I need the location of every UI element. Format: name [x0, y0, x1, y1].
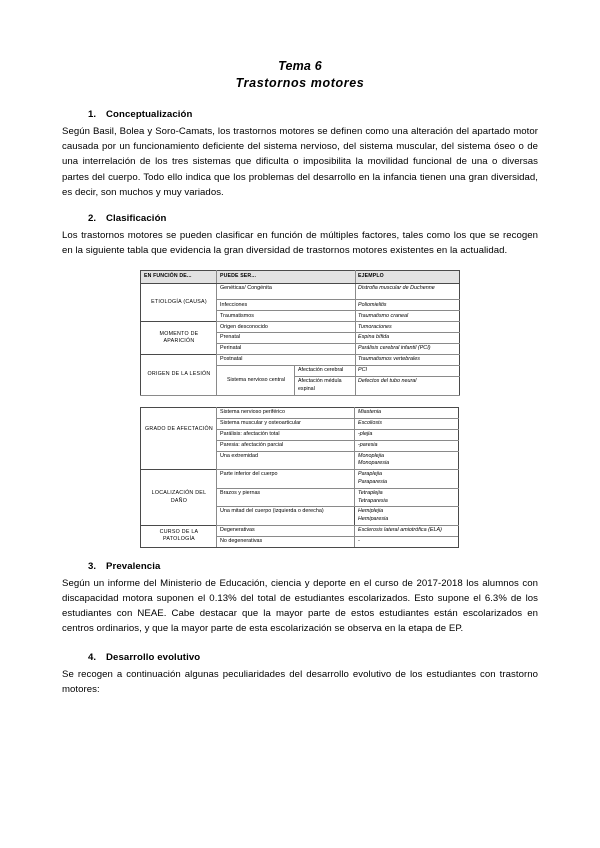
table-row	[141, 284, 459, 300]
table-cell-example: Paraplejia	[357, 471, 382, 478]
classification-table-upper	[140, 270, 459, 395]
table-cell-category-etiologia: ETIOLOGÍA (CAUSA)	[141, 284, 217, 322]
table-cell-example: Espina bífida	[355, 333, 459, 344]
table-cell-type: Parte inferior del cuerpo	[217, 470, 355, 489]
section-paragraph-2: Los trastornos motores se pueden clasificar en función de múltiples factores, tales como los que se recogen en la siguiente tabla que evidencia la gran diversidad de trastornos motores existentes en la actualidad.	[62, 230, 538, 257]
table-cell-type: Brazos y piernas	[217, 488, 355, 507]
table-cell-type: No degenerativas	[217, 536, 355, 547]
table-cell-example: PCI	[355, 366, 459, 377]
section-paragraph-3: Según un informe del Ministerio de Educación, ciencia y deporte en el curso de 2017-2018 los alumnos con discapacidad motora suponen el 0.13% del total de estudiantes escolarizados. Esto supone el 6.3% de los estudiantes con NEAE. Cabe destacar que la mayor parte de estos estudiantes están escolarizados en centros ordinarios, y que la mayor parte de esta escolarización se observa en la etapa de EP.	[62, 577, 538, 635]
table-row	[141, 451, 459, 470]
table-header-criterion: EN FUNCIÓN DE...	[141, 271, 217, 284]
table-row	[141, 470, 459, 489]
table-section-gap	[140, 396, 459, 407]
table-cell-category-momento: MOMENTO DE APARICIÓN	[141, 322, 217, 355]
table-row	[141, 355, 459, 366]
table-cell-type: Sistema nervioso periférico	[217, 407, 355, 418]
table-cell-type: Paresia: afectación parcial	[217, 440, 355, 451]
table-cell-example: -	[355, 536, 459, 547]
section-title-4: Desarrollo evolutivo	[106, 651, 201, 663]
table-cell-example: Defectos del tubo neural	[355, 377, 459, 396]
table-cell-type: Prenatal	[217, 333, 355, 344]
section-number-2: 2.	[88, 213, 97, 225]
table-cell-type: Degenerativas	[217, 525, 355, 536]
table-cell-example: Tumoraciones	[355, 322, 459, 333]
table-cell-category-curso: CURSO DE LA PATOLOGÍA	[141, 525, 217, 547]
section-paragraph-1: Según Basil, Bolea y Soro-Camats, los trastornos motores se definen como una alteración del apartado motor causada por un funcionamiento deficiente del sistema nervioso, del sistema muscular, del sistema óseo o de una interrelación de los tres sistemas que dificulta o imposibilita la movilidad funcional de una o diversas partes del cuerpo. Todo ello indica que los problemas del desarrollo en la infancia tienen una gran diversidad, es decir, son muchos y muy variados.	[62, 126, 538, 198]
table-cell-example: -plejia	[355, 429, 459, 440]
table-cell-example: Poliomielitis	[355, 300, 459, 311]
table-header-example: EJEMPLO	[355, 271, 459, 284]
table-cell-example-alt: Monoparesia	[357, 460, 390, 467]
section-number-1: 1.	[88, 109, 97, 120]
table-cell-type: Sistema muscular y osteoarticular	[217, 418, 355, 429]
classification-table-container	[62, 270, 538, 547]
section-title-1: Conceptualización	[106, 109, 193, 120]
document-subtitle: Trastornos motores	[235, 76, 365, 90]
table-cell-category-localizacion: LOCALIZACIÓN DEL DAÑO	[141, 470, 217, 526]
section-heading-1	[88, 108, 538, 122]
table-row	[141, 322, 459, 333]
table-cell-example-pair	[355, 507, 459, 526]
table-cell-type: Una extremidad	[217, 451, 355, 470]
section-heading-2	[88, 212, 538, 226]
table-cell-example-pair	[355, 488, 459, 507]
table-cell-example: Escoliosis	[355, 418, 459, 429]
table-cell-example: Miastenia	[355, 407, 459, 418]
table-cell-example: Parálisis cerebral infantil (PCI)	[355, 344, 459, 355]
table-cell-example-alt: Tetraparesia	[357, 497, 388, 504]
table-cell-type: Genéticas/ Congénita	[217, 284, 355, 300]
table-cell-subtype: Afectación médula espinal	[295, 377, 355, 396]
section-number-3: 3.	[88, 560, 97, 572]
table-cell-example: Tetraplejia	[357, 489, 383, 496]
table-cell-example: -paresia	[355, 440, 459, 451]
section-title-3: Prevalencia	[106, 560, 161, 572]
table-cell-example: Hemiplejia	[357, 508, 384, 515]
table-cell-category-grado: GRADO DE AFECTACIÓN	[141, 407, 217, 451]
table-cell-type: Infecciones	[217, 300, 355, 311]
table-cell-category-origen: ORIGEN DE LA LESIÓN	[141, 355, 217, 396]
section-title-2: Clasificación	[106, 213, 167, 225]
table-cell-example-pair	[355, 470, 459, 489]
table-cell-type: Postnatal	[217, 355, 355, 366]
table-row	[141, 407, 459, 418]
table-cell-example-pair	[355, 451, 459, 470]
table-cell-type: Perinatal	[217, 344, 355, 355]
table-cell-example: Traumatismo craneal	[355, 311, 459, 322]
classification-table-lower	[140, 407, 459, 548]
table-cell-example: Distrofia muscular de Duchenne	[355, 284, 459, 300]
table-header-row	[141, 271, 459, 284]
table-cell-subtype: Afectación cerebral	[295, 366, 355, 377]
table-cell-example: Traumatismos vertebrales	[355, 355, 459, 366]
table-cell-example-alt: Paraparesia	[357, 478, 388, 485]
table-cell-example: Monoplejia	[357, 452, 385, 459]
section-paragraph-4: Se recogen a continuación algunas peculiaridades del desarrollo evolutivo de los estudiantes con trastorno motores:	[62, 668, 538, 695]
table-row	[141, 525, 459, 536]
section-heading-4	[88, 651, 538, 665]
table-cell-example-alt: Hemiparesia	[357, 516, 389, 523]
table-cell-type: Parálisis: afectación total	[217, 429, 355, 440]
table-header-type: PUEDE SER...	[217, 271, 355, 284]
table-cell-type: Origen desconocido	[217, 322, 355, 333]
table-cell-type: Traumatismos	[217, 311, 355, 322]
section-number-4: 4.	[88, 651, 97, 663]
table-cell-group-sistema-nervioso-central: Sistema nervioso central	[217, 366, 295, 396]
table-cell-type: Una mitad del cuerpo (izquierda o derecha)	[217, 507, 355, 526]
table-cell-example: Esclerosis lateral amiotrófica (ELA)	[355, 525, 459, 536]
section-heading-3	[88, 560, 538, 574]
table-cell-category-spacer	[141, 451, 217, 470]
document-title: Tema 6	[278, 59, 322, 73]
